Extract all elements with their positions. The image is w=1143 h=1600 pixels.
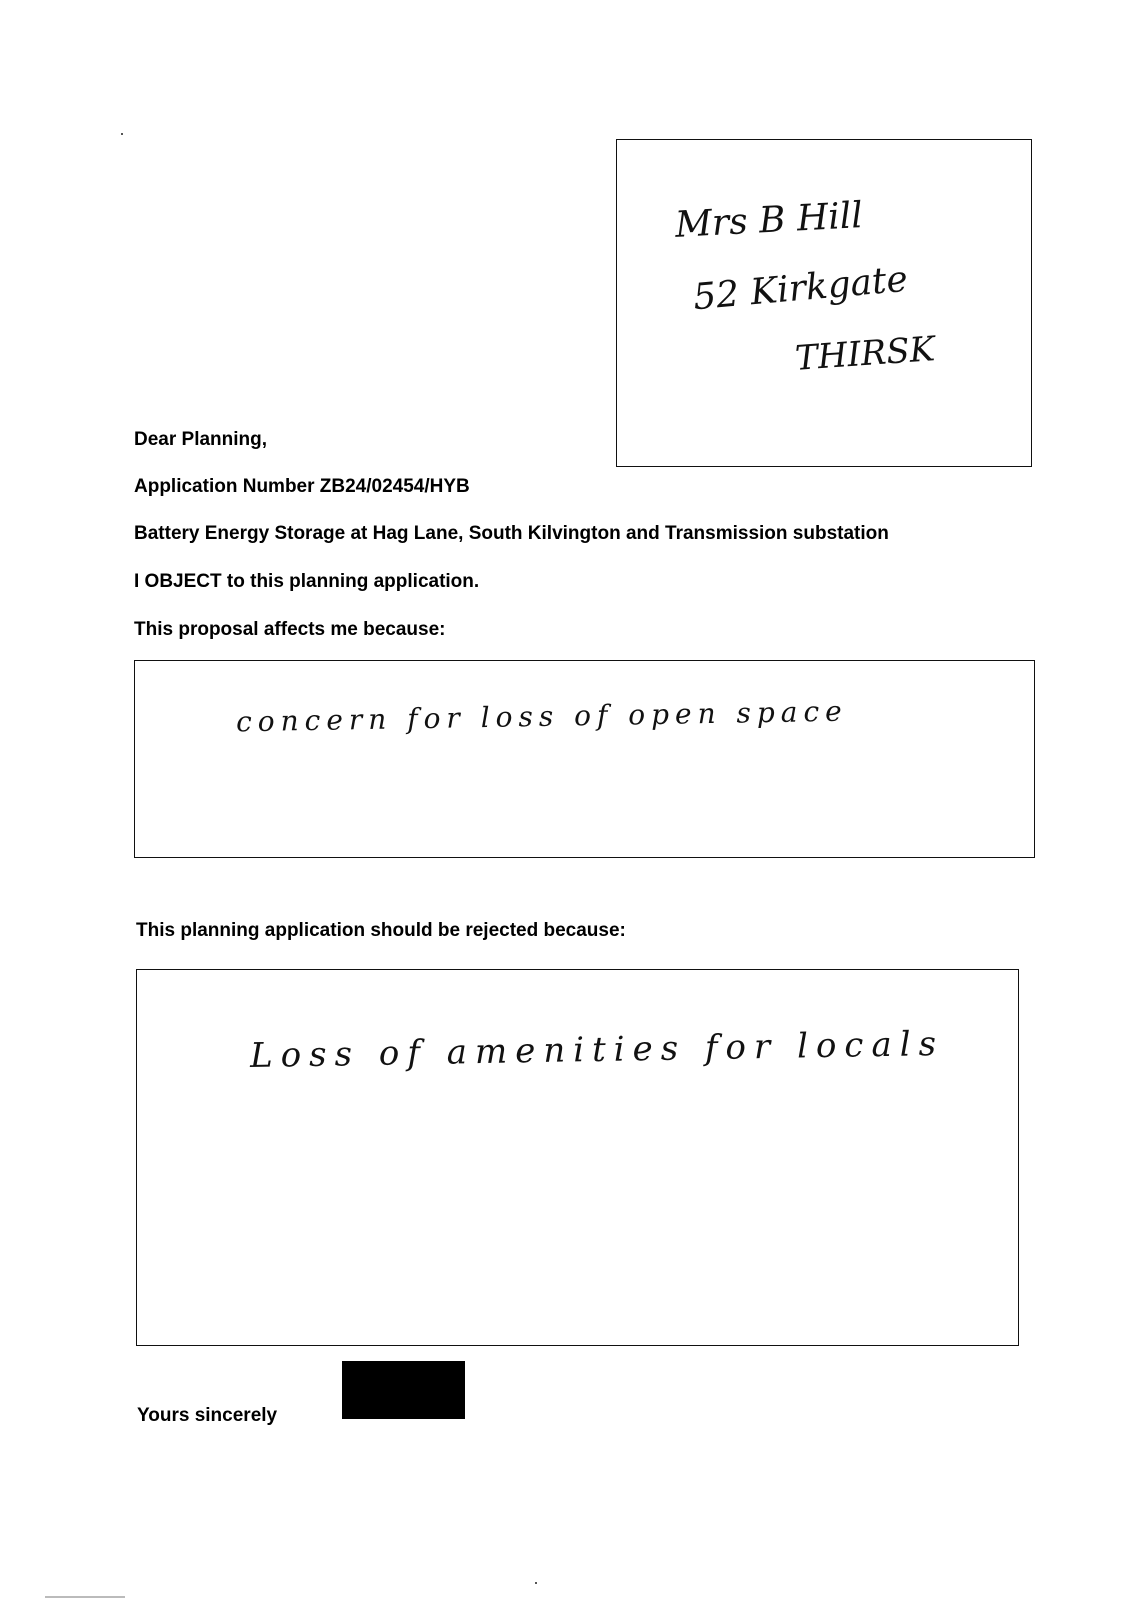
affects-handwritten-text: concern for loss of open space (235, 694, 848, 739)
salutation: Dear Planning, (134, 429, 268, 450)
address-line-town: THIRSK (793, 329, 937, 379)
scan-speck (535, 1582, 537, 1584)
application-number: Application Number ZB24/02454/HYB (134, 476, 470, 497)
address-line-street: 52 Kirkgate (691, 258, 910, 319)
reject-heading: This planning application should be rejected because: (136, 920, 626, 941)
objection-statement: I OBJECT to this planning application. (134, 571, 480, 592)
redacted-signature (342, 1361, 465, 1419)
affects-heading: This proposal affects me because: (134, 619, 446, 640)
reject-handwritten-text: Loss of amenities for locals (249, 1023, 945, 1077)
closing: Yours sincerely (137, 1405, 278, 1426)
scan-speck (121, 133, 123, 135)
scan-edge-mark (45, 1596, 125, 1598)
site-description: Battery Energy Storage at Hag Lane, South Kilvington and Transmission substation (134, 523, 889, 544)
address-line-name: Mrs B Hill (674, 195, 864, 246)
affects-response-box (134, 660, 1035, 858)
